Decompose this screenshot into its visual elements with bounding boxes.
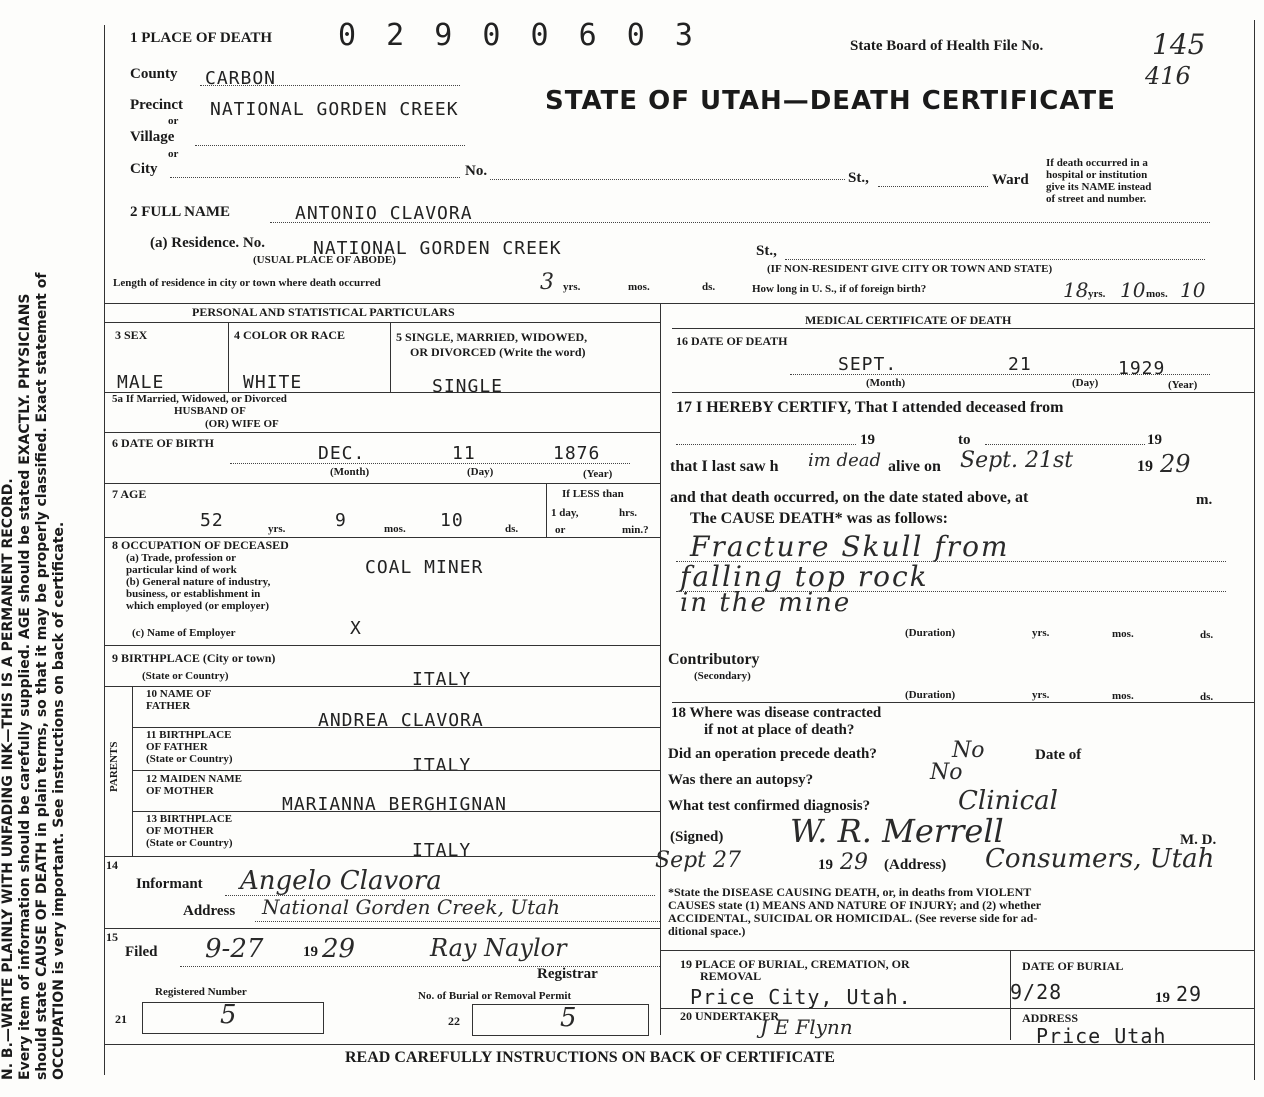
county-label: County (130, 66, 178, 82)
dob-month: DEC. (318, 443, 366, 464)
age-days: 10 (440, 510, 464, 531)
q18-label: 18 Where was disease contracted (671, 705, 882, 721)
death-month: SEPT. (838, 354, 898, 375)
filed-label: Filed (125, 944, 158, 960)
cause-line-3: in the mine (680, 588, 852, 618)
autopsy-answer: No (930, 760, 963, 785)
personal-header: PERSONAL AND STATISTICAL PARTICULARS (192, 305, 455, 319)
registrar-signature: Ray Naylor (430, 934, 567, 962)
burial-date-label: DATE OF BURIAL (1022, 959, 1124, 973)
village-label: Village (130, 129, 175, 145)
autopsy-label: Was there an autopsy? (668, 772, 814, 788)
county-value: CARBON (205, 68, 277, 89)
burial-permit-number: 5 (560, 1003, 577, 1033)
mother-name: MARIANNA BERGHIGNAN (282, 794, 507, 815)
side-line-1: N. B.—WRITE PLAINLY WITH UNFADING INK—THIS IS A PERMANENT RECORD. (0, 478, 16, 1080)
death-year: 1929 (1118, 358, 1166, 379)
informant-address-label: Address (183, 903, 236, 919)
ward-label: Ward (992, 172, 1029, 188)
full-name-label: 2 FULL NAME (130, 204, 231, 220)
test-label: What test confirmed diagnosis? (668, 798, 871, 814)
last-saw-label: that I last saw h (670, 458, 779, 475)
death-certificate: N. B.—WRITE PLAINLY WITH UNFADING INK—THIS IS A PERMANENT RECORD. Every item of information should be carefully supplied. AGE should be stated EXACTLY. PHYSICIANS should state CAUSE OF DEATH in plain terms, so that it may be properly classified. Exact statement of OCCUPATION is very important. See instructions on back of certificate. 1 PLACE OF DEATH 0 2 9 0 0 6 0 3 State Board of Health File No. 145 416 STATE OF UTAH—DEATH CERTIFICATE County CARBON Precinct NATIONAL GORDEN CREEK or Village or City No. St., Ward If death occurred in a hospital or institution give its NAME instead of street and number. 2 FULL NAME ANTONIO CLAVORA (a) Residence. No. NATIONAL GORDEN CREEK (USUAL PLACE OF ABODE) St., (IF NON-RESIDENT GIVE CITY OR TOWN AND STATE) Length of residence in city or town where death occurred 3 yrs. mos. ds. How long in U. S., if of foreign birth? 18 yrs. 10 mos. 10 PERSONAL AND STATISTICAL PARTICULARS MEDICAL CERTIFICATE OF DEATH 3 SEX MALE 4 COLOR OR RACE WHITE 5 SINGLE, MARRIED, WIDOWED, OR DIVORCED (Write the word) SINGLE 5a If Married, Widowed, or Divorced HUSBAND OF (OR) WIFE OF 6 DATE OF BIRTH DEC. 11 1876 (Month) (Day) (Year) 7 AGE 52 yrs. 9 mos. 10 ds. If LESS than 1 day, hrs. or min.? 8 OCCUPATION OF DECEASED (a) Trade, profession or particular kind of work (b) General nature of industry, business, or establishment in which employed (or employer) COAL MINER (c) Name of Employer X 9 BIRTHPLACE (City or town) (State or Country) ITALY PARENTS 10 NAME OF FATHER ANDREA CLAVORA 11 BIRTHPLACE OF FATHER (State or Country) ITALY 12 MAIDEN NAME OF MOTHER MARIANNA BERGHIGNAN 13 BIRTHPLACE OF MOTHER (State or Country) ITALY 14 Informant Angelo Clavora Address National Gorden Creek, Utah 15 Filed 9-27 19 29 Ray Naylor Registrar Registered Number No. of Burial or Removal Permit 21 5 22 5 16 DATE OF DEATH SEPT. 21 1929 (Month) (Day) (Year) 17 I HEREBY CERTIFY, That I attended deceased from 19 to 19 that I last saw h im dead alive on Sept. 21st 19 29 and that death occurred, on the date stated above, at m. The CAUSE DEATH* was as follows: Fracture Skull from falling top rock in the mine (Duration) yrs. mos. ds. Contributory (Secondary) (Duration) yrs. mos. ds. 18 Where was disease contracted if not at place of death? Did an operation precede death? No Date of Was there an autopsy? No What test confirmed diagnosis? Clinical (Signed) W. R. Merrell M. D. Sept 27 19 29 (Address) Consumers, Utah *State the DISEASE CAUSING DEATH, or, in deaths from VIOLENT CAUSES state (1) MEANS AND NATURE OF INJURY; and (2) whether ACCIDENTAL, SUICIDAL OR HOMICIDAL. (See reverse side for ad- ditional space.) 19 PLACE OF BURIAL, CREMATION, OR REMOVAL Price City, Utah. DATE OF BURIAL 9/28 19 29 20 UNDERTAKER J E Flynn ADDRESS Price Utah READ CAREFULLY INSTRUCTIONS ON BACK OF CERTIFICATE (0, 0, 1264, 1097)
city-st-label: St., (848, 170, 869, 186)
death-day: 21 (1008, 354, 1032, 375)
registered-number: 5 (220, 1000, 237, 1030)
race-value: WHITE (243, 372, 303, 393)
left-border (104, 25, 105, 1075)
residence-label: (a) Residence. No. (150, 235, 265, 251)
age-years: 52 (200, 510, 224, 531)
burial-place-label: 19 PLACE OF BURIAL, CREMATION, OR REMOVAL (680, 957, 910, 983)
certify-statement: 17 I HEREBY CERTIFY, That I attended deceased from (676, 399, 1064, 416)
informant-address: National Gorden Creek, Utah (262, 895, 560, 919)
precinct-label: Precinct (130, 97, 184, 113)
burial-place: Price City, Utah. (690, 985, 912, 1009)
burial-date: 9/28 (1010, 980, 1063, 1004)
undertaker-address-label: ADDRESS (1022, 1011, 1079, 1025)
operation-answer: No (952, 738, 985, 763)
operation-label: Did an operation precede death? (668, 746, 877, 762)
undertaker-label: 20 UNDERTAKER (680, 1009, 780, 1023)
parents-label: PARENTS (108, 741, 120, 792)
file-number: 145 (1152, 28, 1206, 61)
mother-birthplace: ITALY (412, 840, 472, 861)
us-length-label: How long in U. S., if of foreign birth? (752, 283, 927, 295)
employer-value: X (350, 618, 362, 639)
file-number-label: State Board of Health File No. (850, 38, 1044, 54)
serial-number: 0 2 9 0 0 6 0 3 (338, 18, 699, 53)
sign-date: Sept 27 (655, 848, 742, 873)
side-line-2: Every item of information should be carefully supplied. AGE should be stated EXACTLY. PHYSICIANS (17, 293, 33, 1080)
dob-day: 11 (452, 443, 476, 464)
full-name-value: ANTONIO CLAVORA (295, 203, 473, 224)
age-months: 9 (335, 510, 347, 531)
informant-value: Angelo Clavora (240, 866, 442, 896)
city-label: City (130, 161, 158, 177)
length-residence-label: Length of residence in city or town where death occurred (113, 277, 381, 289)
father-name: ANDREA CLAVORA (318, 710, 484, 731)
filed-year: 29 (322, 934, 356, 964)
hospital-note: If death occurred in a hospital or institution give its NAME instead of street and number. (1046, 157, 1152, 205)
certificate-title: STATE OF UTAH—DEATH CERTIFICATE (545, 86, 1116, 116)
filed-date: 9-27 (205, 934, 264, 964)
cause-line-2: falling top rock (680, 560, 929, 593)
side-line-4: OCCUPATION is very important. See instructions on back of certificate. (51, 521, 67, 1080)
death-occurred-label: and that death occurred, on the date stated above, at (670, 489, 1029, 506)
cause-label: The CAUSE DEATH* was as follows: (690, 510, 948, 527)
contributory-label: Contributory (668, 651, 760, 668)
birthplace-value: ITALY (412, 669, 472, 690)
burial-year: 29 (1176, 982, 1203, 1006)
cause-line-1: Fracture Skull from (690, 530, 1010, 563)
side-instructions (0, 30, 100, 1090)
last-saw-date: Sept. 21st (960, 448, 1074, 473)
burial-permit-label: No. of Burial or Removal Permit (418, 990, 572, 1002)
undertaker-address: Price Utah (1036, 1024, 1167, 1048)
marital-value: SINGLE (432, 376, 504, 397)
occupation-value: COAL MINER (365, 557, 484, 578)
registered-number-label: Registered Number (155, 986, 247, 998)
footer-instructions: READ CAREFULLY INSTRUCTIONS ON BACK OF CERTIFICATE (345, 1049, 835, 1066)
father-birthplace: ITALY (412, 755, 472, 776)
right-border (1254, 20, 1255, 1080)
precinct-value: NATIONAL GORDEN CREEK (210, 99, 459, 120)
nonresident-note: (IF NON-RESIDENT GIVE CITY OR TOWN AND STATE) (767, 263, 1053, 275)
dob-year: 1876 (553, 443, 601, 464)
place-of-death-label: 1 PLACE OF DEATH (130, 30, 273, 46)
signed-label: (Signed) (670, 829, 724, 845)
registrar-label: Registrar (537, 966, 598, 982)
residence-value: NATIONAL GORDEN CREEK (313, 238, 562, 259)
file-number-2: 416 (1145, 62, 1191, 90)
city-no-label: No. (465, 163, 488, 179)
medical-header: MEDICAL CERTIFICATE OF DEATH (805, 313, 1012, 327)
undertaker-signature: J E Flynn (760, 1015, 853, 1039)
sex-value: MALE (117, 372, 165, 393)
length-residence-yrs: 3 (540, 270, 554, 295)
physician-address: Consumers, Utah (985, 844, 1215, 874)
informant-label: Informant (136, 876, 203, 892)
side-line-3: should state CAUSE OF DEATH in plain terms, so that it may be properly classified. Exact statement of (34, 272, 50, 1080)
footnote: *State the DISEASE CAUSING DEATH, or, in deaths from VIOLENT CAUSES state (1) MEANS AND NATURE OF INJURY; and (2) whether ACCIDENTAL, SUICIDAL OR HOMICIDAL. (See reverse side for ad- ditional space.) (668, 885, 1042, 938)
physician-signature: W. R. Merrell (790, 812, 1004, 850)
column-divider (660, 303, 661, 1035)
test-answer: Clinical (958, 786, 1058, 816)
